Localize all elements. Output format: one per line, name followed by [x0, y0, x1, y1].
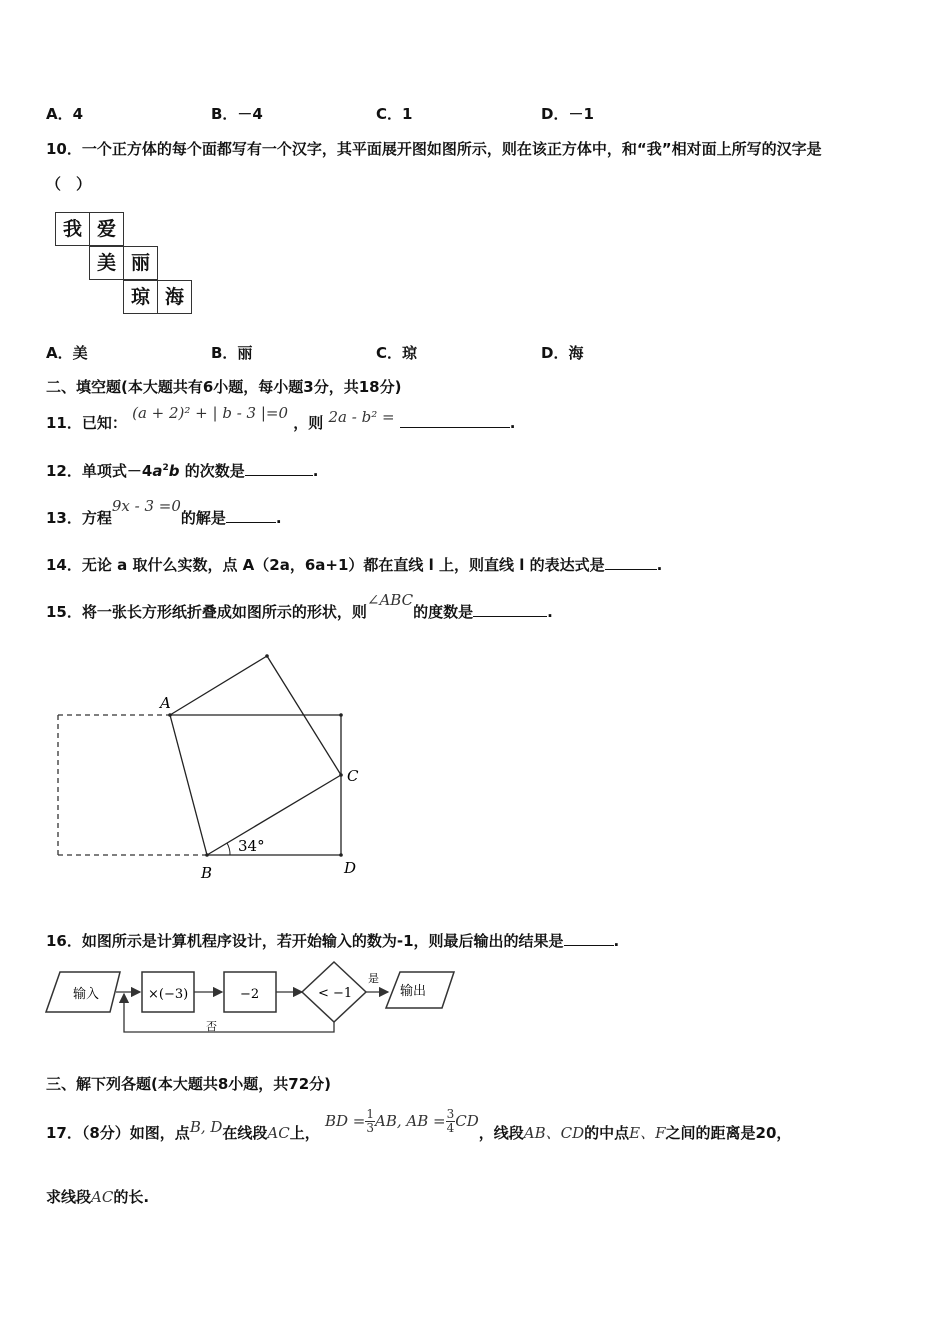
- q12-end: .: [312, 462, 319, 480]
- q17-segment: AC: [267, 1124, 290, 1142]
- q11-mid: ，则: [293, 414, 324, 432]
- output-label: 输出: [400, 984, 427, 999]
- q12-var-b: b: [168, 462, 180, 480]
- q15-angle: ∠ABC: [366, 591, 414, 609]
- section2-title: 二、填空题(本大题共有6小题，每小题3分，共18分): [46, 378, 402, 396]
- q11-line: [46, 404, 516, 433]
- q12-line: [46, 460, 318, 481]
- point-c: [339, 773, 343, 777]
- fraction-one-third: [365, 1108, 375, 1135]
- q14-line: [46, 554, 662, 575]
- q9-option-c: C．1: [376, 105, 413, 123]
- q13-suffix: 的解是: [180, 509, 226, 527]
- multiply-label: ×(−3): [148, 987, 189, 1002]
- q17-prefix: 17．（8分）如图，点: [46, 1124, 190, 1142]
- q12-var-a: a: [152, 462, 163, 480]
- label-a: A: [160, 694, 171, 712]
- section3-title: 三、解下列各题(本大题共8小题，共72分): [46, 1075, 332, 1093]
- q13-end: .: [275, 509, 282, 527]
- subtract-label: −2: [240, 987, 260, 1002]
- q15-line: [46, 591, 553, 622]
- q10-text: 10．一个正方体的每个面都写有一个汉字，其平面展开图如图所示，则在该正方体中，和“我”相对面上所写的汉字是: [46, 140, 822, 158]
- frac1-den: 3: [366, 1121, 375, 1135]
- point-top: [265, 654, 269, 658]
- q13-equation: 9x - 3 =0: [111, 497, 181, 515]
- net-cell-mei: 美: [89, 246, 124, 280]
- label-d: D: [344, 859, 357, 877]
- q10-option-d: D．海: [541, 344, 584, 362]
- net-cell-hai: 海: [157, 280, 192, 314]
- label-c: C: [347, 767, 359, 785]
- q13-prefix: 13．方程: [46, 509, 112, 527]
- q11-end: .: [509, 414, 516, 432]
- q13-line: [46, 497, 282, 528]
- net-cell-ai: 爱: [89, 212, 124, 246]
- input-label: 输入: [73, 987, 100, 1002]
- point-a: [168, 713, 172, 717]
- yes-label: 是: [368, 972, 379, 985]
- angle-label: 34°: [238, 837, 265, 855]
- q17-on: 在线段: [222, 1124, 268, 1142]
- q17-line2a: 求线段: [46, 1188, 92, 1206]
- q17-line-1: [46, 1107, 792, 1147]
- q16-answer-blank[interactable]: [564, 931, 614, 946]
- q15-prefix: 15．将一张长方形纸折叠成如图所示的形状，则: [46, 603, 367, 621]
- q10-option-b: B．丽: [211, 344, 253, 362]
- q11-prefix: 11．已知：: [46, 414, 127, 432]
- frac2-num: 3: [446, 1107, 455, 1121]
- label-b: B: [201, 864, 213, 882]
- program-flowchart: [40, 958, 470, 1040]
- q17-mid: ，线段: [478, 1124, 524, 1142]
- q15-answer-blank[interactable]: [473, 602, 547, 617]
- q17-on2: 上，: [289, 1124, 320, 1142]
- q17-line2c: 的长.: [113, 1188, 150, 1206]
- condition-label: < −1: [318, 986, 353, 1001]
- q9-option-a: A．4: [46, 105, 84, 123]
- q11-expression: 2a - b² =: [328, 408, 395, 426]
- q11-condition: (a + 2)² + | b - 3 |=0: [132, 404, 289, 422]
- q17-end: 之间的距离是20，: [665, 1124, 792, 1142]
- q13-answer-blank[interactable]: [226, 508, 276, 523]
- q17-segs: AB、CD: [523, 1124, 585, 1142]
- net-cell-wo: 我: [55, 212, 90, 246]
- fold-figure: [0, 640, 400, 890]
- q12-prefix: 12．单项式－4: [46, 462, 153, 480]
- q14-end: .: [656, 556, 663, 574]
- q16-text: 16．如图所示是计算机程序设计，若开始输入的数为-1，则最后输出的结果是: [46, 932, 564, 950]
- point-d: [339, 853, 343, 857]
- angle-arc: [227, 843, 230, 855]
- frac2-den: 4: [446, 1121, 455, 1135]
- q9-option-b: B．－4: [211, 105, 263, 123]
- q17-eq1-left: BD =: [324, 1112, 366, 1130]
- q12-exponent: 2: [162, 463, 169, 473]
- frac1-num: 1: [366, 1107, 375, 1121]
- fraction-three-quarters: [446, 1108, 456, 1135]
- q14-text: 14．无论 a 取什么实数，点 A（2a，6a+1）都在直线 l 上，则直线 l 的表达式是: [46, 556, 605, 574]
- point-corner: [339, 713, 343, 717]
- q17-midpoints: E、F: [629, 1124, 666, 1142]
- q10-paren: （ ）: [46, 175, 92, 193]
- q17-equations: [325, 1108, 479, 1135]
- q15-end: .: [547, 603, 553, 621]
- q10-option-c: C．琼: [376, 344, 418, 362]
- q11-answer-blank[interactable]: [400, 413, 510, 428]
- q14-answer-blank[interactable]: [605, 555, 657, 570]
- q12-suffix: 的次数是: [184, 462, 245, 480]
- flap-edge-top: [170, 656, 267, 715]
- q16-end: .: [613, 932, 620, 950]
- q17-line-2: [46, 1186, 149, 1207]
- q17-points: B, D: [189, 1118, 223, 1136]
- fold-line-ab: [170, 715, 207, 855]
- q12-answer-blank[interactable]: [245, 461, 313, 476]
- q9-option-d: D．－1: [541, 105, 594, 123]
- net-cell-qiong: 琼: [123, 280, 158, 314]
- q10-option-a: A．美: [46, 344, 88, 362]
- net-cell-li: 丽: [123, 246, 158, 280]
- q17-mid2: 的中点: [584, 1124, 630, 1142]
- q17-eq2-right: CD: [455, 1112, 479, 1130]
- no-label: 否: [206, 1020, 217, 1033]
- q17-eq1-right: AB, AB =: [375, 1112, 446, 1130]
- q15-suffix: 的度数是: [413, 603, 474, 621]
- q17-line2b: AC: [91, 1188, 114, 1206]
- q16-line: [46, 930, 619, 951]
- point-b: [205, 853, 209, 857]
